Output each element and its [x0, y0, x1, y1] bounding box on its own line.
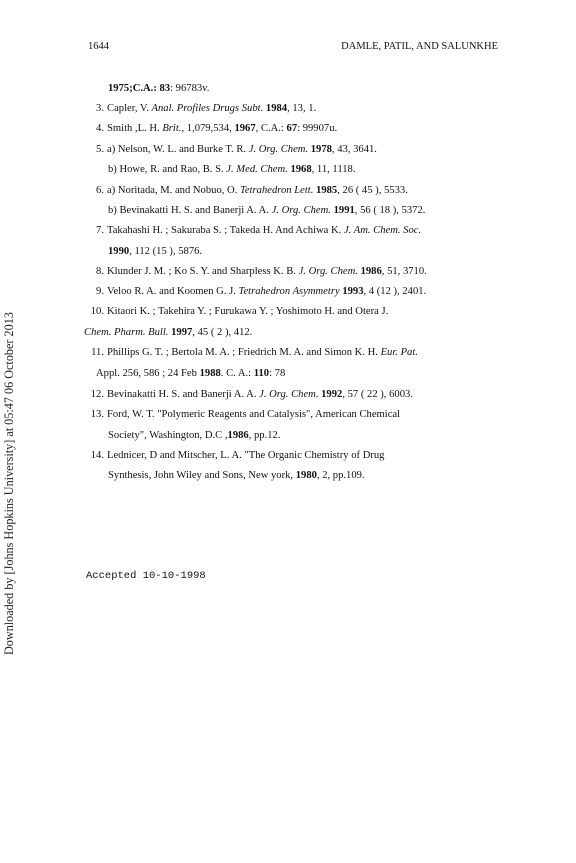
reference-fragment: 1993 [342, 286, 364, 297]
reference-fragment: 1991 [333, 205, 355, 216]
reference-fragment: J. Org. Chem. [271, 205, 331, 216]
reference-fragment: a) Nelson, W. L. and Burke T. R. [107, 144, 249, 155]
reference-fragment: Chem. Pharm. Bull. [84, 327, 169, 338]
reference-fragment: , 57 ( 22 ), 6003. [342, 389, 413, 400]
reference-text [107, 285, 426, 298]
reference-fragment: 67 [286, 123, 298, 134]
reference-fragment: 1986 [227, 430, 249, 441]
reference-text [108, 245, 202, 258]
reference-text [107, 143, 377, 156]
reference-fragment: Smith ,L. H. [107, 123, 163, 134]
reference-fragment: Ford, W. T. "Polymeric Reagents and Catalysis", American Chemical [107, 409, 401, 420]
reference-fragment: Brit. [162, 123, 182, 134]
running-title: DAMLE, PATIL, AND SALUNKHE [341, 41, 498, 52]
reference-fragment: 1990 [108, 246, 130, 257]
reference-fragment: , 1,079,534, [181, 123, 235, 134]
reference-number: 6. [96, 185, 104, 196]
reference-text [107, 224, 421, 237]
reference-fragment: , 51, 3710. [381, 266, 427, 277]
reference-number: 9. [96, 286, 104, 297]
reference-fragment: 1978 [310, 144, 332, 155]
accepted-date: Accepted 10-10-1998 [86, 570, 206, 582]
reference-fragment: 1967 [234, 123, 256, 134]
reference-fragment: : 96783v. [170, 83, 210, 94]
reference-number: 12. [90, 389, 104, 400]
reference-fragment: Klunder J. M. ; Ko S. Y. and Sharpless K. B. [107, 266, 299, 277]
reference-fragment: Tetrahedron Lett. [239, 185, 314, 196]
reference-fragment: Tetrahedron Asymmetry [238, 286, 340, 297]
reference-number: 10. [90, 306, 104, 317]
reference-fragment: 1992 [321, 389, 343, 400]
reference-fragment: 1975;C.A.: [108, 83, 160, 94]
reference-fragment: , 2, pp.109. [316, 470, 365, 481]
reference-fragment: 1988 [199, 368, 221, 379]
reference-text [108, 82, 209, 95]
reference-fragment: , C.A.: [255, 123, 287, 134]
reference-text [107, 265, 427, 278]
reference-fragment: , 43, 3641. [331, 144, 377, 155]
reference-fragment: . C. A.: [220, 368, 254, 379]
reference-fragment: Eur. Pat. [380, 347, 418, 358]
reference-fragment: Capler, V. [107, 103, 152, 114]
reference-number: 5. [96, 144, 104, 155]
download-watermark: Downloaded by [Johns Hopkins University] at 05:47 06 October 2013 [2, 312, 16, 655]
reference-fragment: Synthesis, John Wiley and Sons, New york, [108, 470, 296, 481]
reference-text [107, 449, 384, 462]
reference-fragment: a) Noritada, M. and Nobuo, O. [107, 185, 240, 196]
reference-text [108, 469, 365, 482]
reference-fragment: b) Bevinakatti H. S. and Banerji A. A. [108, 205, 272, 216]
reference-text [107, 346, 418, 359]
reference-number: 4. [96, 123, 104, 134]
reference-text [108, 429, 280, 442]
reference-text [96, 367, 285, 380]
reference-fragment: Anal. Profiles Drugs Subt. [151, 103, 264, 114]
reference-text [108, 204, 425, 217]
reference-fragment: 83 [159, 83, 171, 94]
reference-text [84, 326, 252, 339]
reference-number: 3. [96, 103, 104, 114]
reference-fragment: , 56 ( 18 ), 5372. [354, 205, 426, 216]
reference-fragment: 1984 [265, 103, 288, 114]
reference-fragment: , 13, 1. [287, 103, 317, 114]
page-header [0, 41, 576, 55]
reference-fragment: , pp.12. [248, 430, 281, 441]
reference-fragment: J. Am. Chem. Soc. [343, 225, 422, 236]
reference-fragment: J. Org. Chem. [298, 266, 358, 277]
reference-fragment: 1997 [171, 327, 193, 338]
page-number: 1644 [88, 41, 109, 52]
reference-fragment: 1985 [316, 185, 338, 196]
reference-fragment: Kitaori K. ; Takehira Y. ; Furukawa Y. ; Yoshimoto H. and Otera J. [107, 306, 389, 317]
reference-fragment: , 45 ( 2 ), 412. [192, 327, 253, 338]
reference-number: 11. [91, 347, 104, 358]
reference-text [107, 305, 388, 318]
reference-fragment: b) Howe, R. and Rao, B. S. [108, 164, 227, 175]
reference-number: 7. [96, 225, 104, 236]
reference-fragment: J. Org. Chem. [259, 389, 319, 400]
reference-fragment: : 99907u. [297, 123, 338, 134]
reference-fragment: J. Med. Chem. [226, 164, 288, 175]
reference-fragment: 1968 [290, 164, 312, 175]
reference-fragment: : 78 [269, 368, 286, 379]
reference-number: 13. [90, 409, 104, 420]
reference-text [107, 388, 413, 401]
reference-fragment: Society", Washington, D.C , [108, 430, 228, 441]
reference-text [107, 122, 337, 135]
reference-fragment: Appl. 256, 586 ; 24 Feb [96, 368, 200, 379]
reference-fragment: 110 [253, 368, 270, 379]
reference-fragment: Veloo R. A. and Koomen G. J. [107, 286, 239, 297]
reference-fragment: 1986 [360, 266, 382, 277]
reference-text [108, 163, 355, 176]
reference-fragment: , 112 (15 ), 5876. [129, 246, 203, 257]
reference-text [107, 184, 408, 197]
reference-fragment: , 11, 1118. [311, 164, 356, 175]
reference-text [107, 408, 400, 421]
reference-fragment: Lednicer, D and Mitscher, L. A. "The Organic Chemistry of Drug [107, 450, 385, 461]
reference-fragment: J. Org. Chem. [248, 144, 309, 155]
reference-text [107, 102, 316, 115]
reference-fragment: Bevinakatti H. S. and Banerji A. A. [107, 389, 260, 400]
reference-number: 14. [90, 450, 104, 461]
reference-fragment: Takahashi H. ; Sakuraba S. ; Takeda H. And Achiwa K. [107, 225, 344, 236]
reference-fragment: 1980 [295, 470, 317, 481]
reference-number: 8. [96, 266, 104, 277]
reference-fragment: , 4 (12 ), 2401. [363, 286, 427, 297]
reference-fragment: Phillips G. T. ; Bertola M. A. ; Friedrich M. A. and Simon K. H. [107, 347, 381, 358]
reference-fragment: , 26 ( 45 ), 5533. [337, 185, 408, 196]
